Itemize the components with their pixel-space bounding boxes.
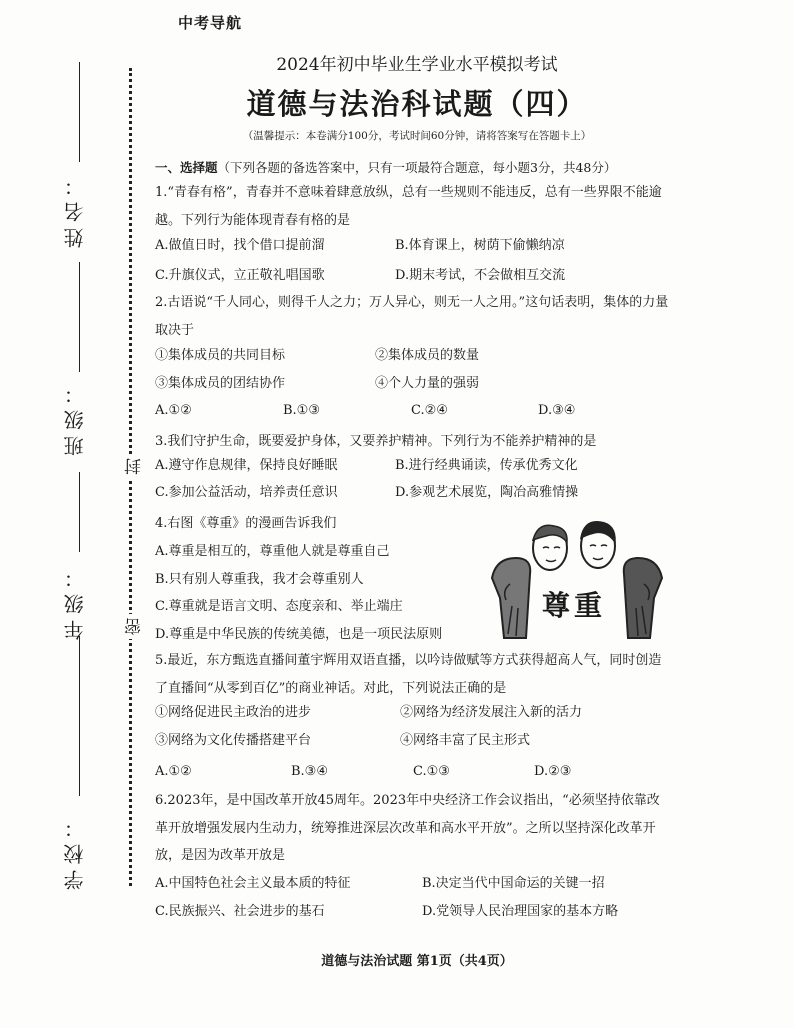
q2-option-c: C.②④ [411,403,448,418]
q1-option-d: D.期末考试，不会做相互交流 [395,268,566,283]
exam-title: 2024年初中毕业生学业水平模拟考试 [276,55,558,75]
question-1-stem: 1.“青春有格”，青春并不意味着肆意放纵，总有一些规则不能违反，总有一些界限不能逾越。下列行为能体现青春有格的是 [155,185,662,228]
q5-option-c: C.①③ [413,764,450,779]
q3-option-a: A.遵守作息规律，保持良好睡眠 [155,458,338,473]
school-field-label: 学校： [63,812,87,890]
question-3-stem: 3.我们守护生命，既要爱护身体，又要养护精神。下列行为不能养护精神的是 [155,434,597,449]
name-field-label: 姓名： [63,170,87,248]
name-blank-line [79,62,80,162]
page-footer: 道德与法治试题 第1页（共4页） [321,954,513,969]
grade-field-label: 年级： [63,562,87,640]
brand-logo-text: 中考导航 [178,14,243,32]
q5-item-3: ③网络为文化传播搭建平台 [155,733,312,748]
q1-option-b: B.体育课上，树荫下偷懒纳凉 [395,238,565,253]
class-field-label: 班级： [63,378,87,456]
paper-title: 道德与法治科试题（四） [246,87,588,121]
question-5-stem: 5.最近，东方甄选直播间董宇辉用双语直播，以吟诗做赋等方式获得超高人气，同时创造了直播间“从零到百亿”的商业神话。对此，下列说法正确的是 [155,653,662,696]
q2-option-b: B.①③ [283,403,320,418]
q5-option-a: A.①② [155,764,192,779]
question-6-stem: 6.2023年，是中国改革开放45周年。2023年中央经济工作会议指出，“必须坚持依靠改革开放增强发展内生动力，统筹推进深层次改革和高水平开放”。之所以坚持深化改革开放，是因为改革开放是 [155,793,660,863]
q3-option-b: B.进行经典诵读，传承优秀文化 [395,458,578,473]
q5-option-d: D.②③ [534,764,572,779]
seal-char-feng: 封 [122,454,147,479]
question-2-stem: 2.古语说“千人同心，则得千人之力；万人异心，则无一人之用。”这句话表明，集体的力量取决于 [155,295,669,338]
grade-blank-line [79,472,80,552]
q2-option-d: D.③④ [538,403,576,418]
q2-item-2: ②集体成员的数量 [375,348,480,363]
q6-option-d: D.党领导人民治理国家的基本方略 [422,904,619,919]
cartoon-title-text: 尊重 [542,589,607,622]
q2-item-1: ①集体成员的共同目标 [155,348,286,363]
q5-option-b: B.③④ [291,764,328,779]
q6-option-a: A.中国特色社会主义最本质的特征 [155,876,351,891]
q5-item-1: ①网络促进民主政治的进步 [155,705,312,720]
q3-option-c: C.参加公益活动，培养责任意识 [155,485,338,500]
exam-tip: （温馨提示：本卷满分100分，考试时间60分钟，请将答案写在答题卡上） [242,130,592,142]
section-label: 一、选择题 [155,160,218,175]
q3-option-d: D.参观艺术展览，陶冶高雅情操 [395,485,579,500]
question-4-stem: 4.右图《尊重》的漫画告诉我们 [155,516,337,531]
q5-item-4: ④网络丰富了民主形式 [400,733,531,748]
q1-option-a: A.做值日时，找个借口提前溜 [155,238,325,253]
q2-option-a: A.①② [155,403,192,418]
q1-option-c: C.升旗仪式，立正敬礼唱国歌 [155,268,325,283]
q4-option-b: B.只有别人尊重我，我才会尊重别人 [155,572,364,587]
q6-option-c: C.民族振兴、社会进步的基石 [155,904,325,919]
q5-item-2: ②网络为经济发展注入新的活力 [400,705,583,720]
q4-option-a: A.尊重是相互的，尊重他人就是尊重自己 [155,544,390,559]
section-heading [155,158,616,178]
seal-char-mi: 密 [122,614,147,639]
section-instructions: （下列各题的备选答案中，只有一项最符合题意，每小题3分，共48分） [217,160,617,175]
q4-option-c: C.尊重就是语言文明、态度亲和、举止端庄 [155,599,403,614]
q2-item-3: ③集体成员的团结协作 [155,376,286,391]
q6-option-b: B.决定当代中国命运的关键一招 [422,876,605,891]
q4-option-d: D.尊重是中华民族的传统美德，也是一项民法原则 [155,627,443,642]
school-blank-line [79,636,80,796]
q2-item-4: ④个人力量的强弱 [375,376,480,391]
class-blank-line [79,262,80,372]
respect-cartoon [488,518,666,640]
